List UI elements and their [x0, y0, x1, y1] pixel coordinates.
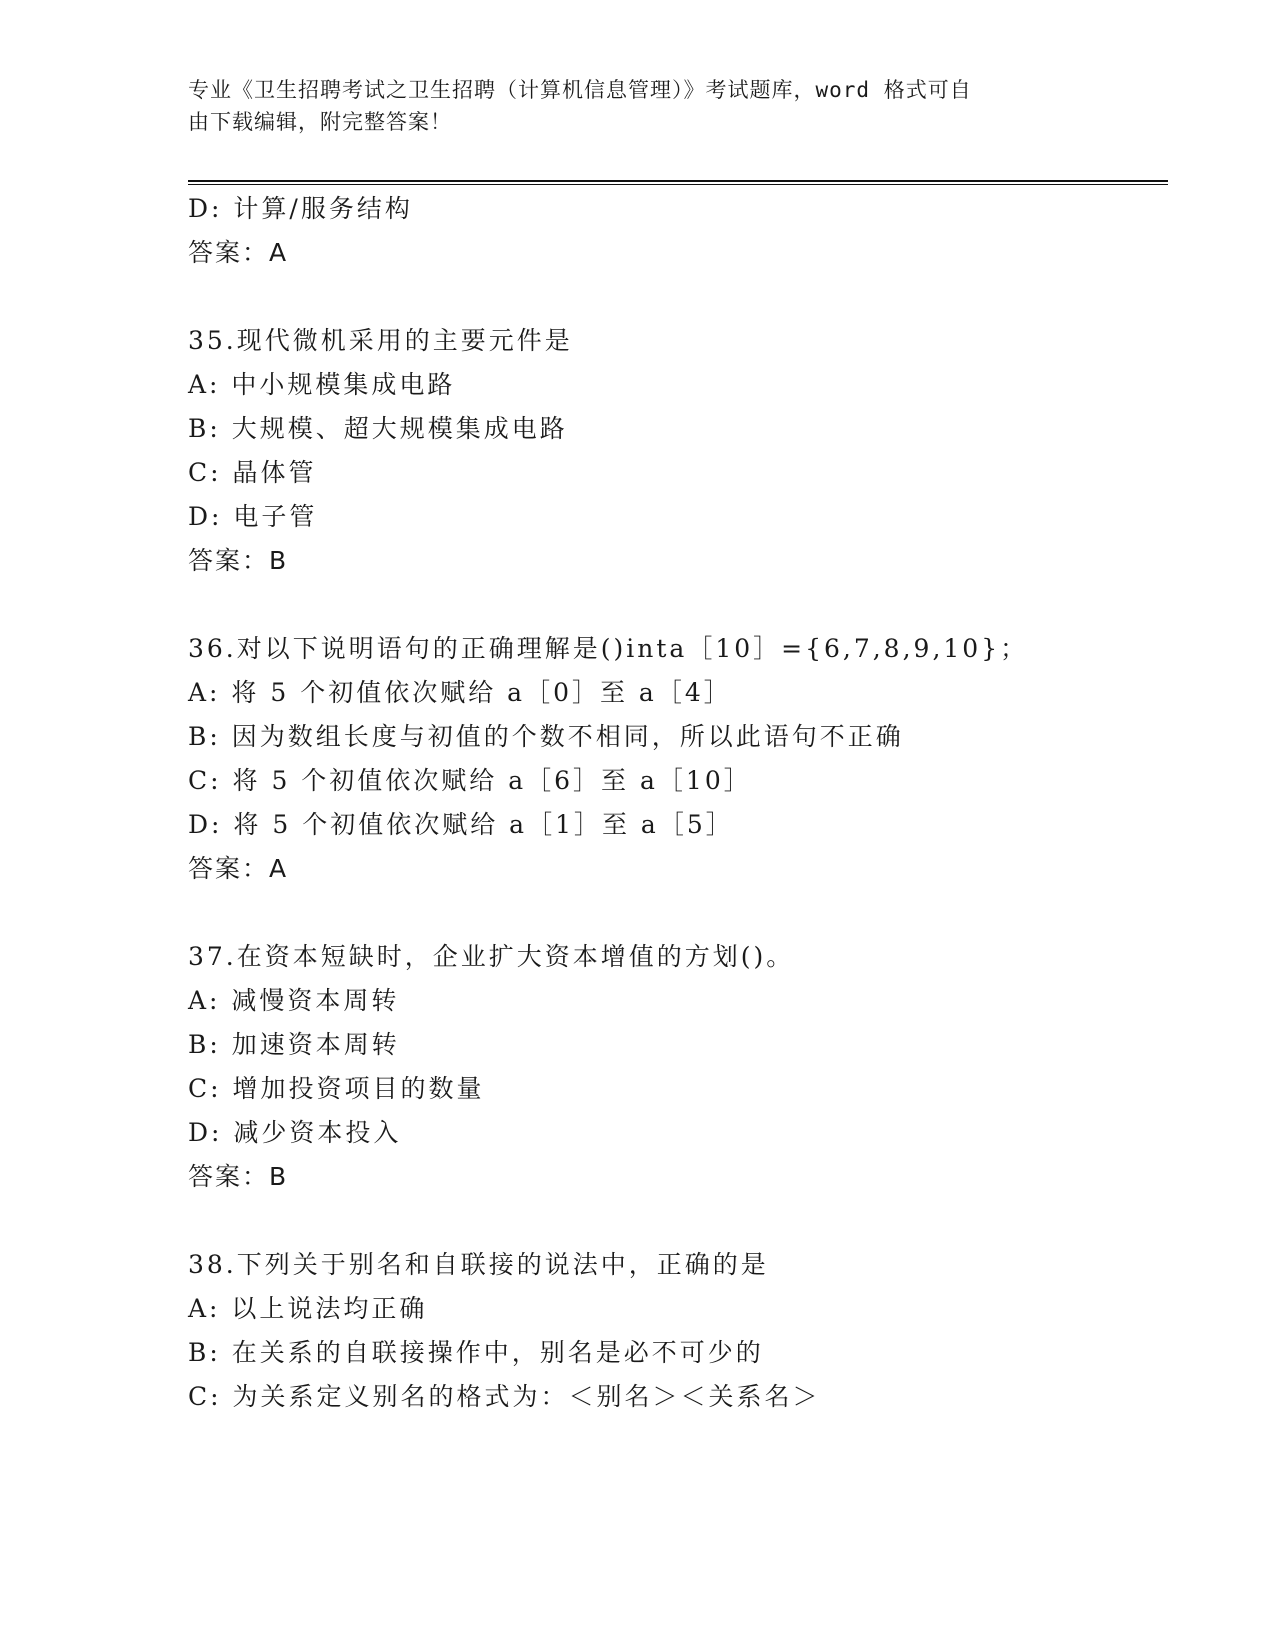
- question-stem-35: 35.现代微机采用的主要元件是: [188, 326, 573, 355]
- option-d: D: 电子管: [188, 502, 318, 531]
- option-b: B: 大规模、超大规模集成电路: [188, 414, 568, 443]
- header-line-1: 专业《卫生招聘考试之卫生招聘（计算机信息管理）》考试题库，word 格式可自: [188, 78, 972, 102]
- option-d: D: 减少资本投入: [188, 1118, 402, 1147]
- question-stem-38: 38.下列关于别名和自联接的说法中，正确的是: [188, 1250, 769, 1279]
- option-a: A: 中小规模集成电路: [188, 370, 456, 399]
- option-d: D: 计算/服务结构: [188, 194, 413, 223]
- answer-line: 答案：A: [188, 238, 289, 267]
- header-line-2: 由下载编辑，附完整答案！: [188, 110, 452, 134]
- header-divider: [188, 180, 1168, 185]
- option-a: A: 减慢资本周转: [188, 986, 400, 1015]
- option-a: A: 以上说法均正确: [188, 1294, 428, 1323]
- option-b: B: 因为数组长度与初值的个数不相同，所以此语句不正确: [188, 722, 904, 751]
- document-header: [188, 74, 1088, 138]
- answer-line: 答案：B: [188, 546, 289, 575]
- option-d: D: 将 5 个初值依次赋给 a［1］至 a［5］: [188, 810, 734, 839]
- answer-line: 答案：B: [188, 1162, 289, 1191]
- option-c: C: 为关系定义别名的格式为：＜别名＞＜关系名＞: [188, 1382, 821, 1411]
- option-b: B: 加速资本周转: [188, 1030, 400, 1059]
- question-stem-37: 37.在资本短缺时，企业扩大资本增值的方划()。: [188, 942, 795, 971]
- option-c: C: 增加投资项目的数量: [188, 1074, 485, 1103]
- option-c: C: 晶体管: [188, 458, 317, 487]
- question-stem-36: 36.对以下说明语句的正确理解是()inta［10］={6,7,8,9,10}；: [188, 634, 1029, 663]
- answer-line: 答案：A: [188, 854, 289, 883]
- option-a: A: 将 5 个初值依次赋给 a［0］至 a［4］: [188, 678, 732, 707]
- option-c: C: 将 5 个初值依次赋给 a［6］至 a［10］: [188, 766, 752, 795]
- option-b: B: 在关系的自联接操作中，别名是必不可少的: [188, 1338, 764, 1367]
